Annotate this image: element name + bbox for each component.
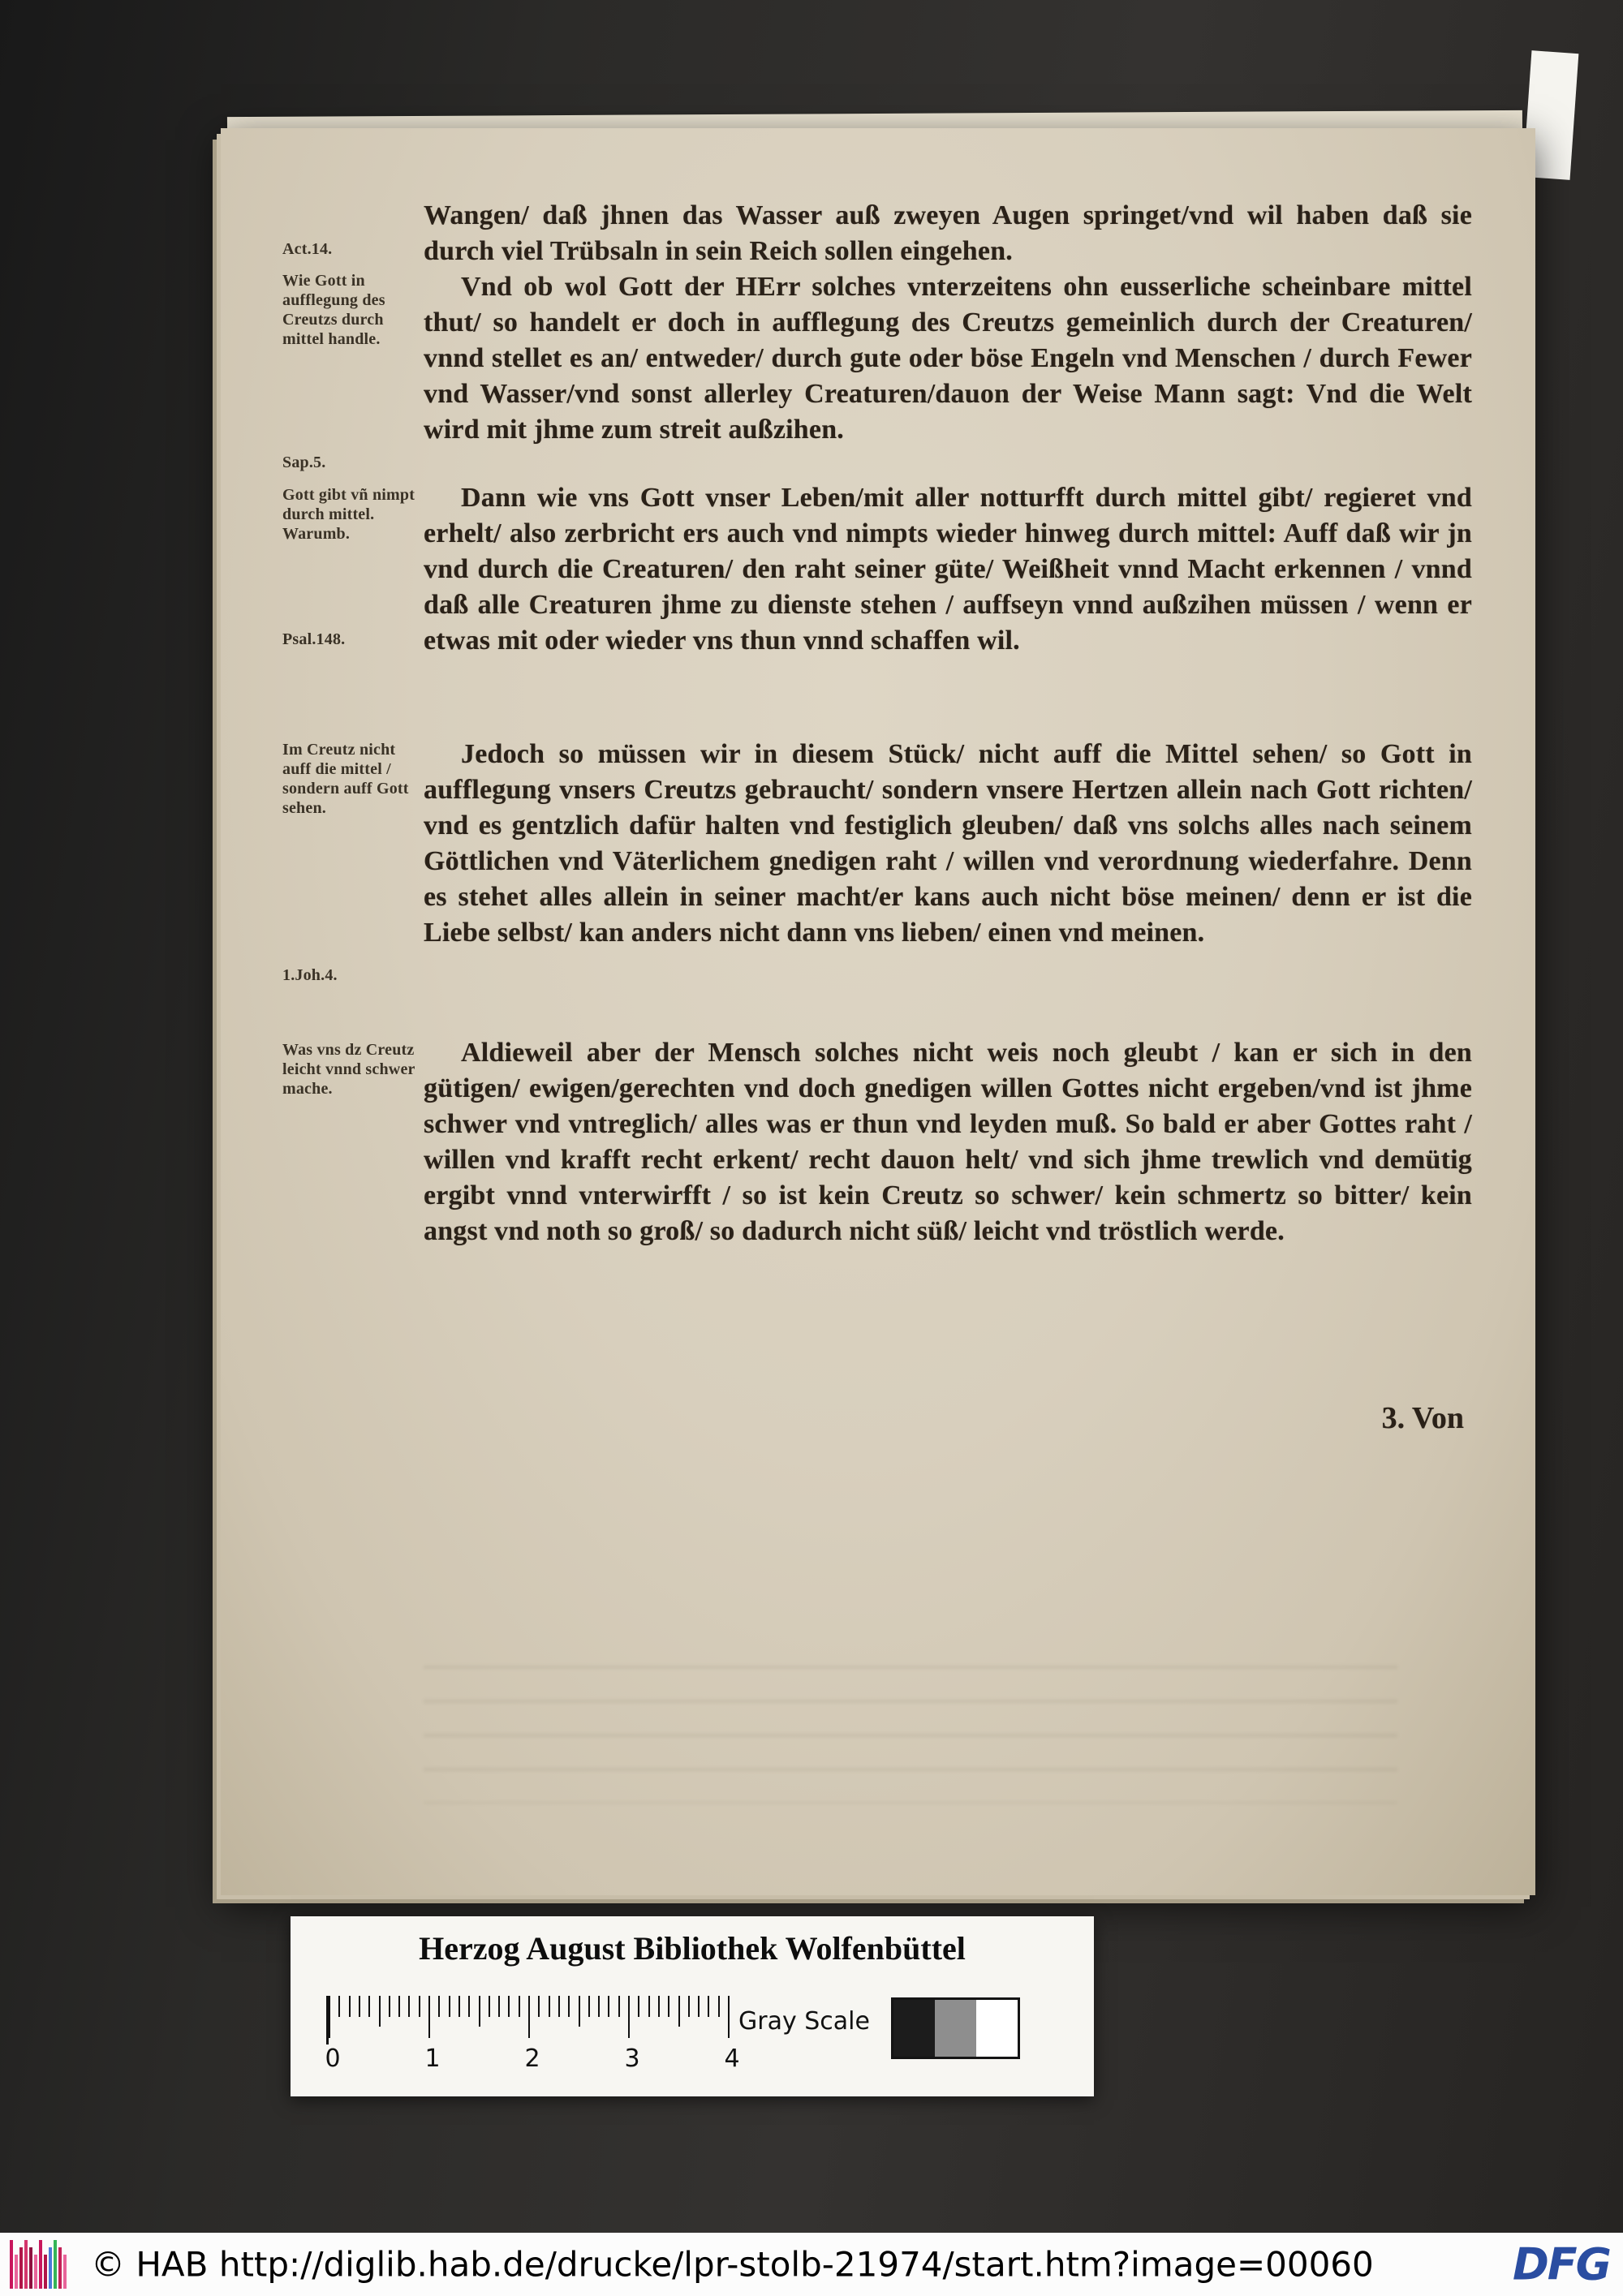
ruler-tick [638,1996,639,2017]
ruler-tick [458,1996,460,2017]
calibration-bar [34,2255,37,2289]
ruler-tick [329,1996,330,2038]
main-text-column [424,128,1472,1895]
gray-scale-swatch [976,2000,1018,2057]
source-url-text: © HAB http://diglib.hab.de/drucke/lpr-stolb-21974/start.htm?image=00060 [91,2244,1374,2285]
ruler-ticks [326,1996,730,2044]
ruler-tick [389,1996,390,2017]
ruler-tick [528,1996,530,2038]
ruler-tick [538,1996,540,2017]
calibration-bar [15,2255,18,2289]
calibration-bar [39,2240,42,2289]
caption-bar [0,2233,1623,2296]
margin-note-psal148: Psal.148. [282,630,346,648]
ruler-tick [678,1996,680,2027]
ruler-tick [628,1996,630,2038]
ruler-tick [568,1996,570,2017]
ruler-tick [408,1996,410,2017]
ruler-tick [608,1996,609,2017]
calibration-bar [49,2247,52,2289]
ruler-tick [338,1996,340,2017]
ruler-tick [668,1996,669,2017]
gray-scale-swatch [935,2000,976,2057]
dfg-logo: DFG [1512,2238,1610,2290]
ruler-tick [438,1996,440,2017]
catchword: 3. Von [1381,1401,1464,1435]
ruler-tick [708,1996,709,2017]
ruler-tick [508,1996,510,2017]
ruler-tick [368,1996,370,2017]
calibration-bar [63,2255,67,2289]
ruler-tick [718,1996,720,2017]
ruler-tick [558,1996,560,2017]
calibration-bar [58,2247,62,2289]
margin-note-1joh4: 1.Joh.4. [282,966,338,984]
paragraph-5: Aldieweil aber der Mensch solches nicht weis noch gleubt / kan er sich in den gütigen/ ewigen/gerechten vnd doch gnedigen willen Gottes nicht ergeben/vnd ist jhme schwer vnd vntreglich/ alles was er thun vnd leyden muß. So bald er aber Gottes raht / willen vnd krafft recht erkent/ recht dauon helt/ vnd sich jhme trewlich vnd demütig ergibt vnnd vnterwirfft / so ist kein Creutz so schwer/ kein schmertz so bitter/ kein angst vnd noth so groß/ so dadurch nicht süß/ leicht vnd tröstlich werde. [424,1038,1472,1246]
paragraph-1: Wangen/ daß jhnen das Wasser auß zweyen Augen springet/vnd wil haben daß sie durch viel Trübsaln in sein Reich sollen eingehen. [424,200,1472,266]
ruler-number-1: 1 [424,2044,441,2073]
ruler-tick [419,1996,420,2017]
calibration-bar [10,2240,13,2289]
ruler-tick [479,1996,480,2027]
ruler-tick [498,1996,500,2017]
ruler-tick [658,1996,660,2017]
calibration-bar [24,2240,28,2289]
ruler-tick [489,1996,490,2017]
ruler-tick [648,1996,650,2017]
ruler-tick [588,1996,590,2017]
ruler-number-4: 4 [724,2044,740,2073]
paragraph-3: Dann wie vns Gott vnser Leben/mit aller notturfft durch mittel gibt/ regieret vnd erhelt/ also zerbricht ers auch vnd nimpts wieder hinweg durch mittel: Auff daß wir jn vnd durch die Creaturen/ den raht seiner güte/ Weißheit vnnd Macht erkennen / vnnd daß alle Creaturen jhme zu dienste stehen / auffseyn vnnd außzihen müssen / wenn er etwas mit oder wieder vns thun vnnd schaffen wil. [424,483,1472,656]
margin-note-im-creutz: Im Creutz nicht auff die mittel / sondern auff Gott sehen. [282,741,409,817]
gray-scale-swatch [893,2000,935,2057]
color-calibration-strip [10,2240,67,2289]
ruler-tick [428,1996,430,2038]
paragraph-4: Jedoch so müssen wir in diesem Stück/ nicht auff die Mittel sehen/ so Gott in aufflegung vnsers Creutzs gebraucht/ sondern vnsere Hertzen allein nach Gott richten/ vnd es gentzlich dafür halten vnd festiglich gleuben/ daß vns solchs alles nach seinem Göttlichen vnd Väterlichem gnedigen raht / willen vnd verordnung wiederfahre. Denn es stehet alles allein in seiner macht/er kans auch nicht böse meinen/ denn er ist die Liebe selbst/ kan anders nicht dann vns lieben/ einen vnd meinen. [424,739,1472,948]
margin-note-gott-gibt: Gott gibt vñ nimpt durch mittel. Warumb. [282,486,415,543]
paragraph-2: Vnd ob wol Gott der HErr solches vnterzeitens ohn eusserliche scheinbare mittel thut/ so handelt er doch in aufflegung des Creutzs gemeinlich durch der Creaturen/ vnnd stellet es an/ entweder/ durch gute oder böse Engeln vnd Menschen / durch Fewer vnd Wasser/vnd sonst allerley Creaturen/dauon der Weise Mann sagt: Vnd die Welt wird mit jhme zum streit außzihen. [424,272,1472,445]
margin-note-act14: Act.14. [282,240,333,258]
ruler-tick [379,1996,381,2027]
ruler-tick [618,1996,620,2017]
ruler-tick [698,1996,700,2017]
gray-scale-label: Gray Scale [738,2007,870,2036]
ruler-card [291,1916,1094,2096]
ruler-tick [468,1996,470,2017]
ruler-tick [728,1996,730,2038]
ruler-tick [688,1996,690,2017]
calibration-bar [29,2247,32,2289]
ruler-tick [549,1996,550,2017]
ruler-tick [349,1996,351,2017]
ruler-number-2: 2 [524,2044,540,2073]
ruler-number-3: 3 [624,2044,640,2073]
ruler-number-0: 0 [325,2044,341,2073]
margin-note-wie-gott: Wie Gott in aufflegung des Creutzs durch mittel handle. [282,272,385,348]
ruler-tick [519,1996,520,2017]
gray-scale-swatches [891,1997,1020,2059]
ruler-tick [598,1996,600,2017]
ruler-tick [449,1996,450,2017]
margin-note-was-vns: Was vns dz Creutz leicht vnnd schwer mache. [282,1041,415,1098]
margin-note-sap5: Sap.5. [282,454,326,471]
calibration-bar [54,2240,57,2289]
ruler-tick [398,1996,400,2017]
ruler-tick [359,1996,360,2017]
ruler-tick [579,1996,580,2027]
library-title: Herzog August Bibliothek Wolfenbüttel [419,1930,966,1967]
book-page [221,128,1535,1895]
calibration-bar [44,2255,47,2289]
calibration-bar [19,2247,23,2289]
